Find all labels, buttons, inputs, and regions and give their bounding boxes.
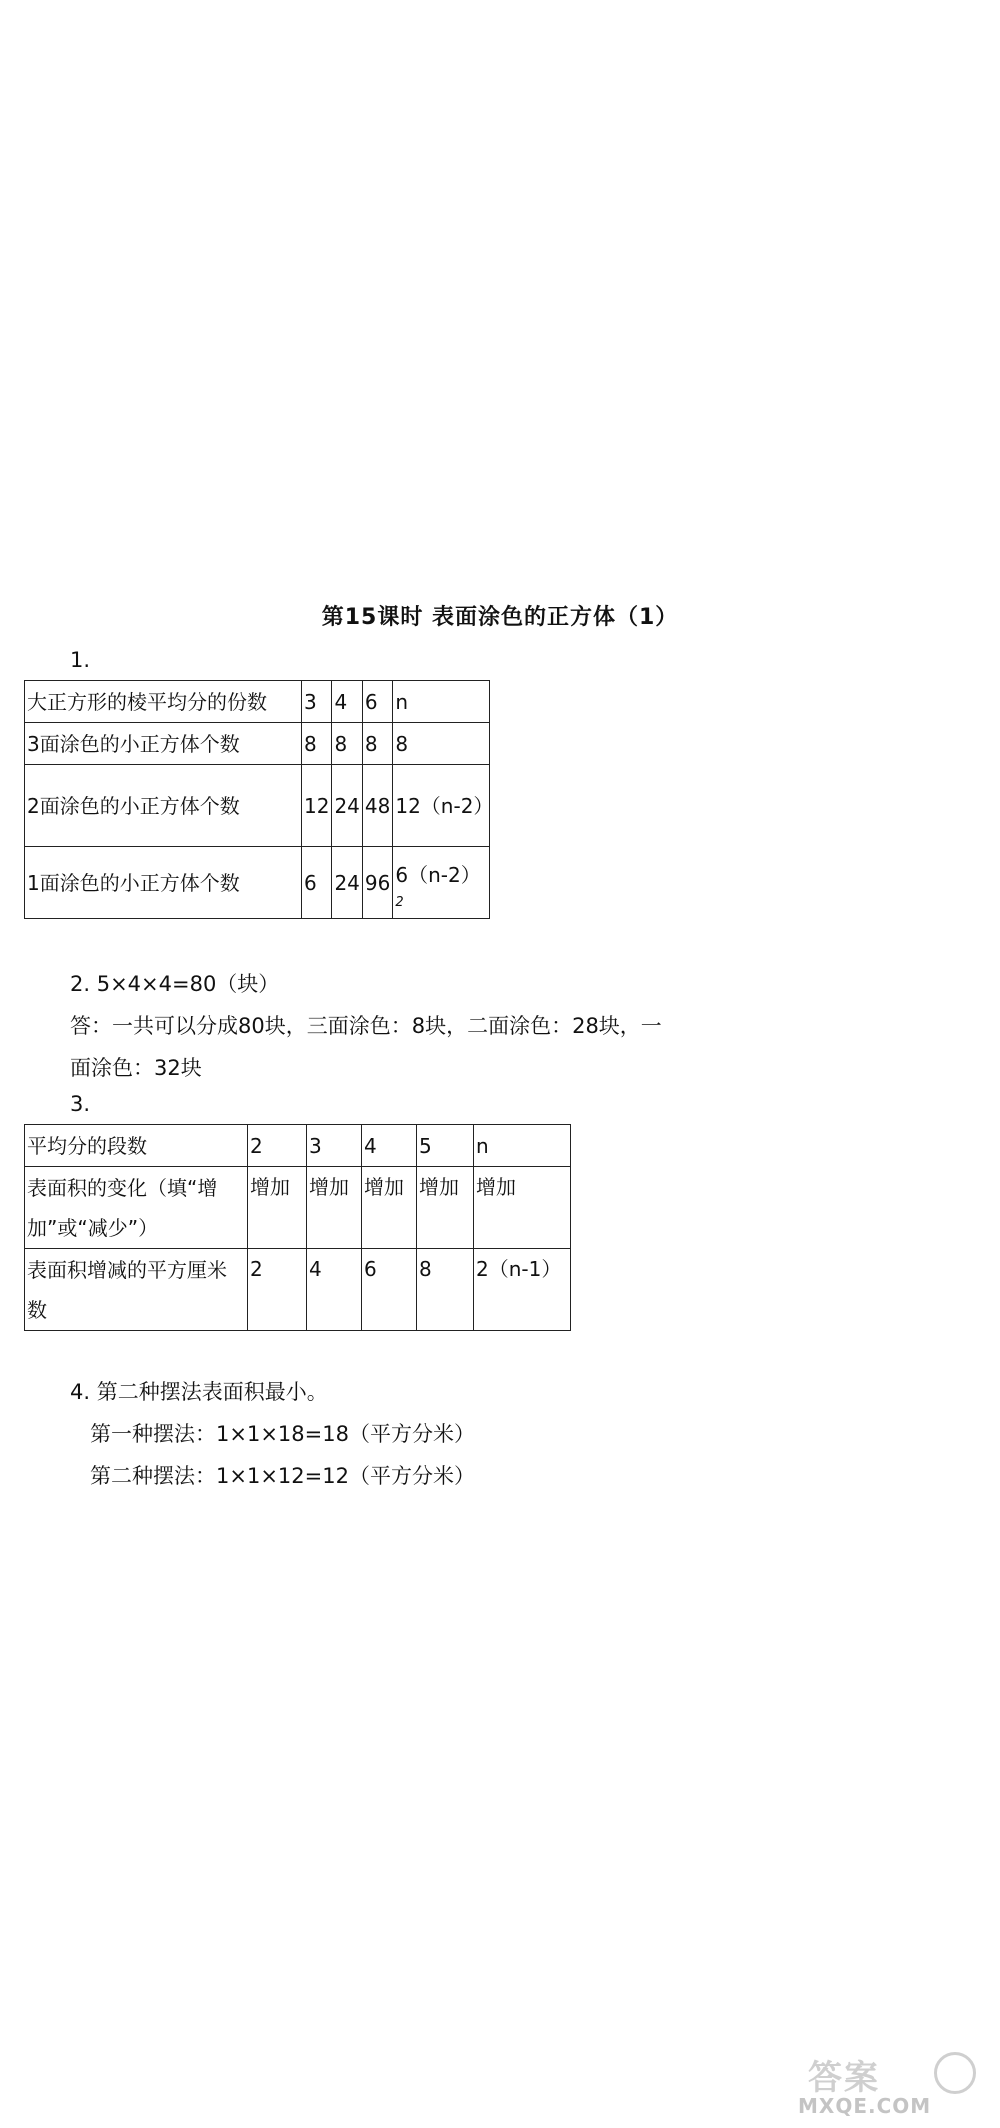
table-3 [24,1124,571,1331]
table-row [25,765,490,847]
table-cell: 增加 [248,1167,307,1249]
table-cell: 增加 [474,1167,571,1249]
watermark-logo [796,2050,986,2120]
watermark-badge-icon [934,2052,976,2094]
question-3-number: 3. [70,1092,91,1116]
table-cell: 大正方形的棱平均分的份数 [25,681,302,723]
table-cell: 2 [248,1125,307,1167]
table-cell: 4 [362,1125,417,1167]
table-cell: 8 [362,723,392,765]
table-cell: 96 [362,847,392,919]
watermark-text: 答案 [808,2058,880,2098]
table-cell: 12（n-2） [393,765,490,847]
table-cell: 2（n-1） [474,1249,571,1331]
table-cell: 3面涂色的小正方体个数 [25,723,302,765]
table-cell: 6 [362,681,392,723]
table-cell: 平均分的段数 [25,1125,248,1167]
table-cell: 2面涂色的小正方体个数 [25,765,302,847]
table-cell: 4 [332,681,362,723]
table-cell: 8 [302,723,332,765]
superscript-mark: 2 [395,894,404,910]
table-cell: 12 [302,765,332,847]
table-cell: 8 [417,1249,474,1331]
question-2-equation: 2. 5×4×4=80（块） [70,972,280,996]
table-cell: 5 [417,1125,474,1167]
table-cell: 3 [302,681,332,723]
question-2-answer-line-1: 答：一共可以分成80块，三面涂色：8块，二面涂色：28块，一 [70,1014,662,1038]
table-cell: 增加 [307,1167,362,1249]
table-cell: 表面积的变化（填“增加”或“减少”） [25,1167,248,1249]
table-cell: 8 [393,723,490,765]
table-row [25,723,490,765]
table-cell: 6 [302,847,332,919]
table-cell [393,847,490,919]
table-cell: 2 [248,1249,307,1331]
table-cell: 3 [307,1125,362,1167]
table-cell: 8 [332,723,362,765]
table-row [25,681,490,723]
page-title: 第15课时 表面涂色的正方体（1） [321,605,679,630]
table-cell: 4 [307,1249,362,1331]
table-cell-text: 6（n-2） [395,862,481,887]
table-cell: 6 [362,1249,417,1331]
table-cell: n [393,681,490,723]
table-row [25,847,490,919]
table-row [25,1249,571,1331]
table-cell: 增加 [362,1167,417,1249]
table-cell: 24 [332,847,362,919]
question-4-answer: 4. 第二种摆法表面积最小。 [70,1380,328,1404]
watermark-url: MXQE.COM [798,2094,932,2118]
table-cell: 表面积增减的平方厘米数 [25,1249,248,1331]
table-row [25,1125,571,1167]
table-1 [24,680,494,919]
question-4-method-2: 第二种摆法：1×1×12=12（平方分米） [90,1464,475,1488]
table-cell: n [474,1125,571,1167]
question-1-number: 1. [70,648,91,672]
table-cell: 48 [362,765,392,847]
table-row [25,1167,571,1249]
table-cell: 24 [332,765,362,847]
table-cell: 增加 [417,1167,474,1249]
table-cell: 1面涂色的小正方体个数 [25,847,302,919]
question-2-answer-line-2: 面涂色：32块 [70,1056,202,1080]
question-4-method-1: 第一种摆法：1×1×18=18（平方分米） [90,1422,475,1446]
